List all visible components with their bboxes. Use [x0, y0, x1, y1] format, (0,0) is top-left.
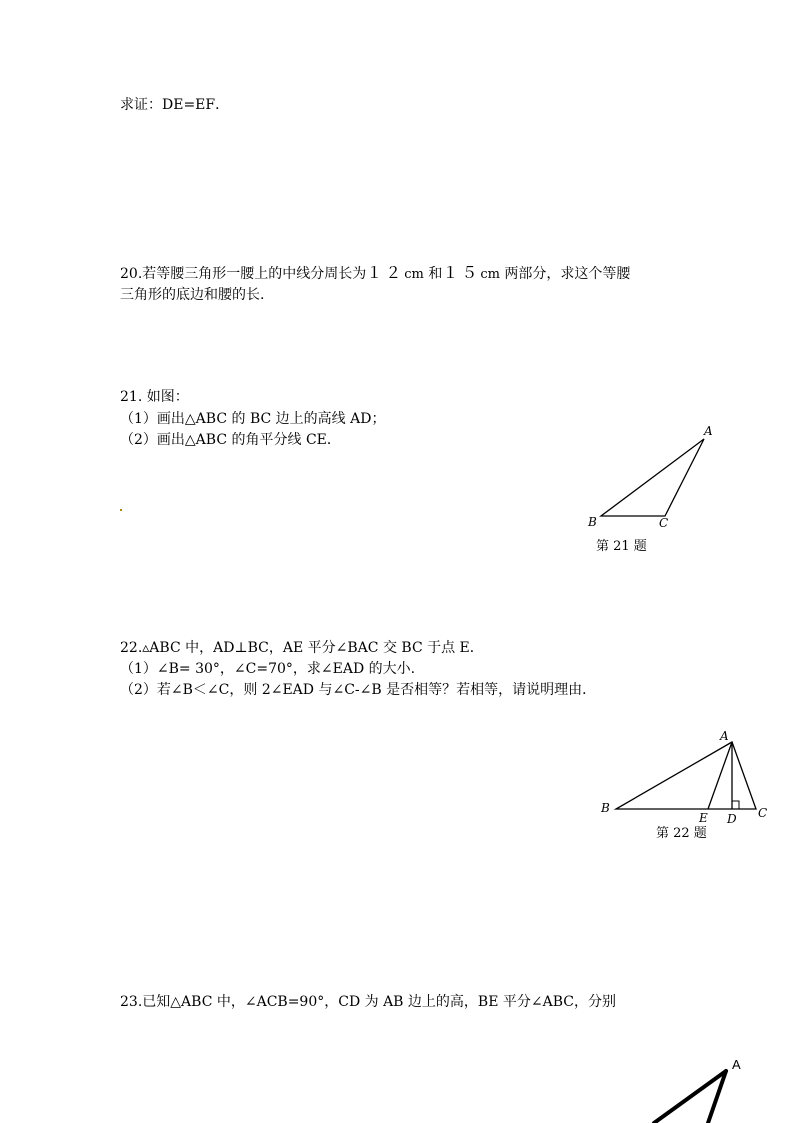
figure-21-label-c: C [659, 516, 669, 530]
triangle-abc-22 [616, 742, 756, 809]
question-20-unit-1: cm [404, 267, 424, 282]
stray-dot-mark [120, 509, 122, 511]
question-20-and: 和 [428, 266, 443, 282]
figure-23-partial [650, 1053, 760, 1123]
angle-bisector-ae [708, 742, 732, 809]
question-20-value-2: １５ [442, 263, 481, 282]
figure-22-label-b: B [601, 801, 610, 815]
question-21-part-2: （2）画出△ABC 的角平分线 CE． [120, 432, 341, 448]
question-20-suffix: 两部分，求这个等腰 [504, 266, 631, 282]
proof-statement: 求证：DE=EF． [120, 97, 230, 113]
figure-22-label-d: D [727, 812, 737, 826]
figure-23-label-a: A [732, 1057, 741, 1072]
figure-21-triangle [580, 420, 730, 550]
question-20-prefix: 20.若等腰三角形一腰上的中线分周长为 [120, 266, 367, 282]
question-21-part-1: （1）画出△ABC 的 BC 边上的高线 AD； [120, 411, 386, 427]
right-angle-mark [732, 801, 739, 809]
figure-22-label-a: A [720, 729, 729, 743]
question-20-value-1: １２ [366, 263, 405, 282]
figure-22-label-e: E [699, 811, 708, 825]
question-23-line-1: 23.已知△ABC 中，∠ACB=90°，CD 为 AB 边上的高，BE 平分∠ABC，分别 [120, 994, 616, 1010]
question-20-line-2: 三角形的底边和腰的长. [120, 287, 265, 303]
question-20-line-1 [120, 264, 630, 284]
triangle-abc-21 [601, 439, 704, 516]
figure-21-label-b: B [588, 515, 597, 529]
question-22-part-1: （1）∠B= 30°，∠C=70°，求∠EAD 的大小. [120, 661, 416, 677]
figure-22-triangle [596, 726, 776, 836]
figure-21-caption: 第 21 题 [596, 539, 647, 554]
question-20-unit-2: cm [480, 267, 500, 282]
figure-22-caption: 第 22 题 [656, 826, 707, 841]
figure-22-label-c: C [758, 806, 768, 820]
question-22-part-2: （2）若∠B＜∠C，则 2∠EAD 与∠C-∠B 是否相等？若相等，请说明理由． [120, 682, 597, 698]
question-22-title: 22.▵ABC 中，AD⊥BC，AE 平分∠BAC 交 BC 于点 E． [120, 640, 484, 656]
figure-21-label-a: A [704, 424, 713, 438]
question-21-title: 21. 如图： [120, 389, 189, 405]
